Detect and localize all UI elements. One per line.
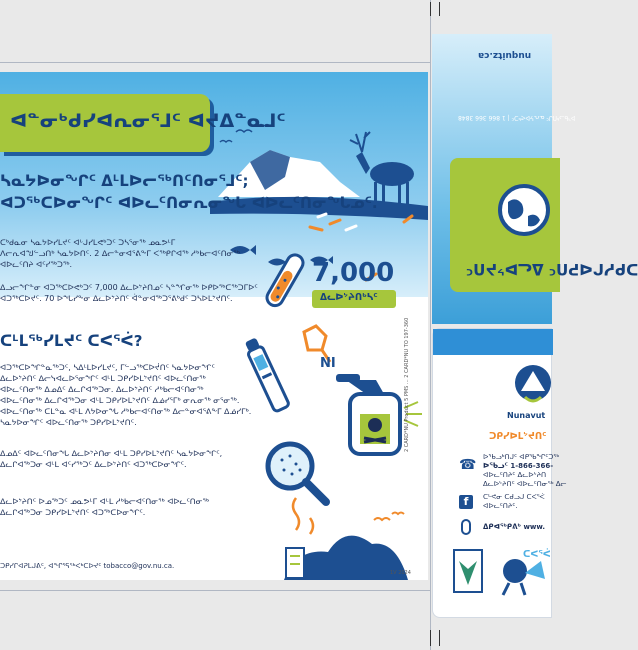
effects-line: ᐊᐅᓚᑦᑎᓂᖅ ᐃᓚᒋᐊᖅᑐᓂ ᐊᒻᒪ ᑐᑭᓯᐅᒪᔾᔪᑎᑦ ᐃᓅᓯᕐᒥᒃ ᓂᕆᓂᖅ ᓂᕐᓂᖅ. — [0, 396, 240, 405]
phone-detail: ᐊᐅᓚᑦᑎᔨᑦ ᐃᓚᐅᔾᔨᑎ — [483, 471, 547, 479]
mouse-icon — [461, 519, 471, 535]
title-text: ᐊᓐᓂᒃᑯᓯᐊᕆᓂᕐᒧᑦ ᐊᔪᐃᓐᓇᒧᑦ — [10, 110, 286, 132]
stat-label: ᐃᓚᐅᔾᔨᑎᒃᓴᑦ — [320, 293, 378, 303]
effects-line-3: ᐃᓚᐅᔾᔨᑎᑦ ᐅᓄᖅᑐᑦ ᓄᓇᕗᒻᒥ ᐊᒻᒪ ᓱᒃᑲᓕᐊᑦᑎᓂᖅ ᐊᐅᓚᑦᑎᓂᖅ — [0, 497, 210, 506]
effects-line: ᐊᐅᓚᑦᑎᓂᖅ ᑕᒪᓐᓇ ᐊᒻᒪ ᐱᔭᐅᓂᖓ ᓱᒃᑲᓕᐊᑦᑎᓂᖅ ᐃᓕᓐᓂᐊᕐᕕᖕᒥ ᐃᓅᓯᒥᒃ. — [0, 407, 252, 416]
card-top-website: nuquitz.ca — [478, 50, 532, 60]
print-codes: 2 CARD*NU Product 5 PMS ... 2 CARD*NU TO 197-360 — [404, 317, 410, 452]
facebook-label[interactable]: ᑕᒡᕙᓂ ᑕᑯᓗᒍ ᑕᐸᕐᐹ — [483, 493, 545, 501]
effects-line-3: ᐃᓚᒋᐊᖅᑐᓂ ᑐᑭᓯᐅᒪᔾᔪᑎᑦ ᐊᑐᖅᑕᐅᓂᖏᑦ. — [0, 508, 146, 517]
crop-mark — [430, 630, 431, 646]
phone-detail: ᐃᓚᐅᔾᔨᑎᑦ ᐊᐅᓚᑦᑎᓂᖅ ᐃᓕ — [483, 480, 567, 488]
title-banner — [0, 94, 286, 152]
poison-spray-icon — [326, 370, 426, 466]
effects-line: ᐊᐅᓚᑦᑎᓂᖅ ᐃᓄᐃᑦ ᐃᓚᒋᐊᖅᑐᓂ. ᐃᓚᐅᔾᔨᑎᑦ ᓱᒃᑲᓕᐊᑦᑎᓂᖅ — [0, 385, 204, 394]
phone-icon: ☎ — [459, 457, 477, 473]
stat-number: 7,000 — [312, 258, 395, 288]
frame-line-left — [0, 62, 430, 63]
headline-line-1: ᓴᓇᔭᐅᓂᖏᑦ ᐃᒻᒪᐅᓕᖅᑎᑦᑎᓂᕐᒧᑦ; — [0, 172, 249, 190]
stat-line: ᐃᓗᓕᖏᓐᓂ ᐊᑐᖅᑕᐅᕙᒃᑐᑦ 7,000 ᐃᓚᐅᔾᔨᑎᓄᑦ ᓴᓐᖏᓂᖅ ᐅᑭᐅᖅᑕᖅᑐᒥᐅᑦ — [0, 283, 258, 292]
frame-line-bottom — [0, 590, 430, 591]
effects-line-2: ᐃᓚᒋᐊᖅᑐᓂ ᐊᒻᒪ ᐊᑦᓯᖅᑐᑦ ᐃᓚᐅᔾᔨᑎᑦ ᐊᑐᖅᑕᐅᓂᖏᑦ. — [0, 460, 187, 469]
nunavut-logo-icon — [511, 361, 555, 417]
effects-line: ᐃᓚᐅᔾᔨᑎᑦ ᐃᓕᓭᐊᓚᐅᕐᓂᖏᑦ ᐊᒻᒪ ᑐᑭᓯᐅᒪᔾᔪᑎᑦ ᐊᐅᓚᑦᑎᓂᖅ — [0, 374, 206, 383]
partner-label: ᑕᐸᕐᐹ — [523, 550, 551, 560]
card-section-title: ᑐᑭᓯᐅᒪᔾᔪᑎᑦ — [489, 432, 547, 442]
vape-pen-icon — [246, 334, 290, 422]
intro-line: ᑕᒃᑯᓇᓂ ᓴᓇᔭᐅᓯᒪᔪᑦ ᐊᒡᒍᓯᒪᕙᒃᑐᑦ ᑐᓴᕐᓂᖅ ᓄᓇᕗᒻᒥ — [0, 238, 176, 247]
effects-line: ᐊᑐᖅᑕᐅᖏᓐᓇᖅᑐᑦ, ᓴᐃᒻᒪᐅᓯᒪᔪᑦ, ᒥᓪᓗᖅᑕᐅᔫᑎᑦ ᓴᓇᔭᐅᓂᖏᑦ — [0, 363, 215, 372]
effects-line-2: ᐃᓄᐃᑦ ᐊᐅᓚᑦᑎᓂᖓ ᐃᓚᐅᔾᔨᑎᓂ ᐊᒻᒪ ᑐᑭᓯᐅᒪᔾᔪᑎᑦ ᓴᓇᔭᐅᓂᖏᑦ, — [0, 449, 223, 458]
org-name: Nunavut — [507, 411, 546, 420]
magnifier-icon — [262, 438, 332, 508]
crop-mark — [430, 2, 431, 16]
facebook-detail: ᐊᐅᓚᑦᑎᔨᑦ. — [483, 502, 518, 510]
intro-line: ᐱᓕᕆᐊᖑᓪᓗᑎᒃ ᓴᓇᔭᐅᑎᑦ. 2 ᐃᓕᓐᓂᐊᕐᕕᖕᒥ ᐸᖅᑭᒋᐊᖅ ᓱᒃᑲᓕᐊᑦᑎᓂᖅ — [0, 249, 240, 258]
test-tube-icon — [262, 250, 306, 314]
footer-contact: ᑐᑭᓯᒋᐊᕈᒪᒍᕕᑦ, ᐊᖏᕐᕋᖅᐸᒃᑕᐅᔪᑦ tobacco@gov.nu.ca. — [0, 562, 175, 570]
frame-line-vertical — [430, 0, 431, 650]
web-label[interactable]: ᐃᑭᐊᖅᑭᕕᒃ www. — [483, 523, 546, 531]
globe-icon — [496, 182, 552, 238]
headline-line-2: ᐊᑐᖅᑕᐅᓂᖏᑦ ᐊᐅᓚᑦᑎᓂᕆᓂᖓ ᐊᐅᓚᑦᑎᓂᖓᓄᑦ. — [0, 194, 378, 212]
stat-line: ᐊᑐᖅᑕᐅᔪᑦ. 70 ᐅᖓᓯᖕᓂ ᐃᓚᐅᔾᔨᑎᑦ ᐋᓐᓂᐊᖅᑐᕐᕕᒃᑯᑦ ᑐᓴᐅᒪᔾᔪᑎᑦ. — [0, 294, 233, 303]
card-top-phone-line: ᐅᖃᓗᒃᑎᒍᑦ ᓇᕆᔭᐅᕙᒃᑐᑦ | 1 866 366 3848 — [458, 114, 576, 121]
stat-badge — [312, 290, 396, 308]
health-canada-leaf-icon — [453, 549, 483, 599]
card-bottom — [432, 328, 567, 618]
intro-line: ᐊᐅᓚᑦᑎᔨ ᐊᑦᓯᖅᑐᖅ. — [0, 260, 73, 269]
effects-line: ᓴᓇᔭᐅᓂᖏᑦ ᐊᐅᓚᑦᑎᓂᖅ ᑐᑭᓯᐅᒪᔾᔪᑎᑦ. — [0, 418, 137, 427]
crop-mark — [439, 2, 440, 16]
card-top-banner-text: ᑐᑭᓯᒋᐊᕈᑎᑦ ᐃᓚᐅᔾᔨᑎᑦ — [466, 260, 638, 278]
crop-mark — [439, 630, 440, 646]
year-mark: 1V 2024 — [390, 570, 411, 576]
section-heading: ᑕᒻᒪᖅᓯᒪᔪᑦ ᑕᐸᕐᐹ? — [0, 332, 143, 350]
facebook-icon: f — [459, 495, 473, 509]
card-top — [432, 34, 638, 324]
card-bottom-header — [433, 329, 553, 355]
main-panel — [0, 72, 428, 580]
nicotine-symbol: NI — [320, 356, 336, 371]
waste-pile-icon — [276, 504, 416, 580]
phone-title: ᐅᖃᓗᒃᑎᒍᑦ ᐊᑭᖃᖏᑦᑐᖅ — [483, 453, 560, 461]
phone-number[interactable]: ᐅᖃᓗᑦ 1-866-366- — [483, 462, 554, 470]
